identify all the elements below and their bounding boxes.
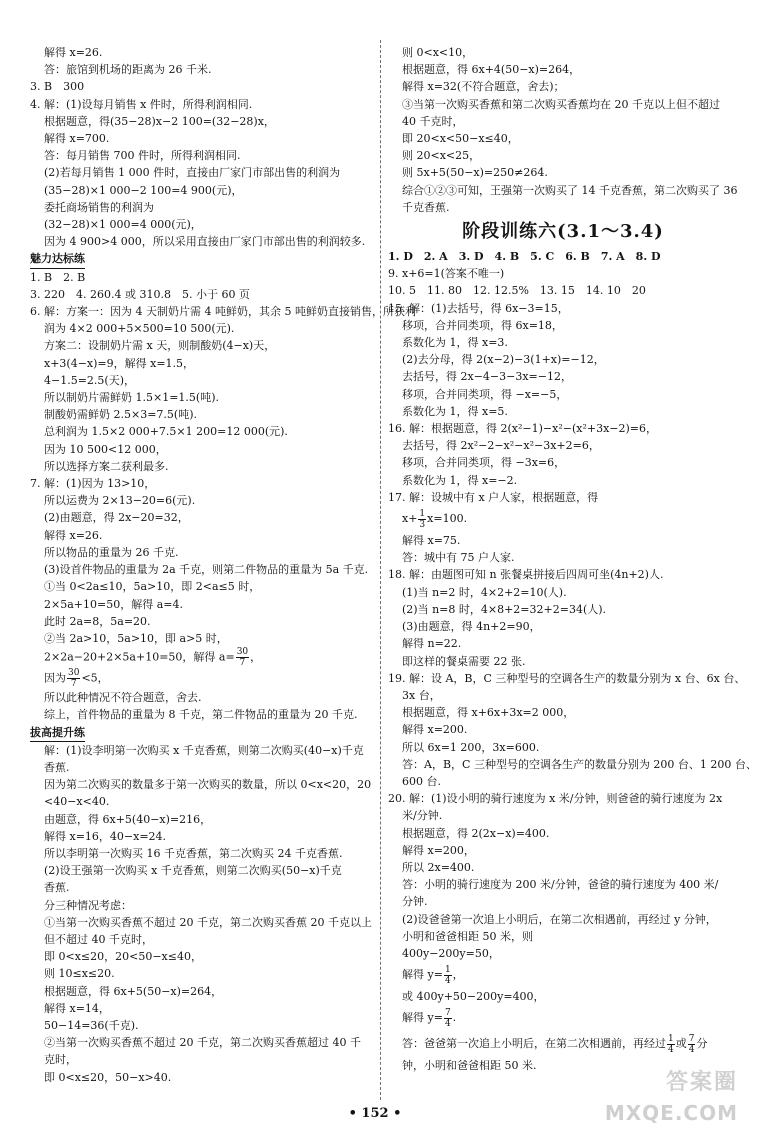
line-text: x+ (402, 512, 418, 526)
text-line: 根据题意，得 6x+4(50−x)=264， (402, 63, 581, 77)
text-line: ①当第一次购买香蕉不超过 20 千克，第二次购买香蕉 20 千克以上 (44, 915, 372, 929)
text-line: 7. 解：(1)因为 13>10， (30, 477, 156, 491)
line-suffix: 分 (696, 1037, 708, 1051)
line-suffix: 或 (675, 1037, 687, 1051)
fraction (236, 647, 249, 668)
text-line: 400y−200y=50， (402, 946, 500, 960)
text-line: 因为 10 500<12 000， (44, 442, 167, 456)
text-line: 所以 2x=400. (402, 860, 475, 874)
text-line: 解得 x=200， (402, 843, 475, 857)
fraction (444, 965, 452, 986)
text-line: 方案二：设制奶片需 x 天，则制酸奶(4−x)天， (44, 339, 276, 353)
text-line: 所以李明第一次购买 16 千克香蕉，第二次购买 24 千克香蕉. (44, 846, 343, 860)
text-line: 15. 解：(1)去括号，得 6x−3=15， (388, 301, 569, 315)
watermark-logo (602, 1065, 742, 1125)
text-line: 钟，小明和爸爸相距 50 米. (402, 1059, 537, 1073)
line-text: 解得 y= (402, 1011, 443, 1025)
text-line: 3. B 300 (30, 80, 85, 94)
fraction (667, 1034, 675, 1055)
text-line: 16. 解：根据题意，得 2(x²−1)−x²−(x²+3x−2)=6， (388, 422, 657, 436)
text-line: 润为 4×2 000+5×500=10 500(元). (44, 322, 235, 336)
fraction-denominator: 7 (239, 658, 246, 669)
text-line: 40 千克时， (402, 114, 464, 128)
text-line: 系数化为 1，得 x=5. (402, 404, 508, 418)
line-suffix: <5， (81, 671, 109, 685)
text-line: 所以制奶片需鲜奶 1.5×1=1.5(吨). (44, 391, 219, 405)
text-line: 解得 x=26. (44, 46, 103, 59)
text-line: 但不超过 40 千克时， (44, 932, 153, 946)
text-line: 移项，合并同类项，得 6x=18， (402, 318, 563, 332)
text-line: 解得 x=700. (44, 132, 110, 146)
column-divider (380, 40, 381, 1100)
text-line: 1. B 2. B (30, 270, 86, 284)
text-line: 根据题意，得 2(2x−x)=400. (402, 826, 550, 840)
text-line: 即 0<x≤20，20<50−x≤40， (44, 950, 202, 964)
right-column (388, 44, 757, 1075)
text-line: 解得 x=26. (44, 528, 103, 542)
text-line: 因为第二次购买的数量多于第一次购买的数量，所以 0<x<20，20 (44, 778, 372, 792)
line-text: 因为 (44, 671, 66, 685)
text-line: 答：小明的骑行速度为 200 米/分钟，爸爸的骑行速度为 400 米/ (402, 878, 719, 892)
text-line: 18. 解：由题图可知 n 张餐桌拼接后四周可坐(4n+2)人. (388, 568, 664, 582)
text-line: 所以运费为 2×13−20=6(元). (44, 494, 196, 508)
text-line: 根据题意，得 x+6x+3x=2 000， (402, 706, 575, 720)
text-line: 则 10≤x≤20. (44, 967, 115, 981)
line-suffix: ， (452, 968, 464, 982)
text-line: 所以选择方案二获利最多. (44, 459, 169, 473)
text-line: 系数化为 1，得 x=3. (402, 336, 508, 350)
text-line: 4. 解：(1)设每月销售 x 件时，所得利润相同. (30, 97, 253, 111)
text-line: ③当第一次购买香蕉和第二次购买香蕉均在 20 千克以上但不超过 (402, 97, 720, 111)
text-line: 所以物品的重量为 26 千克. (44, 545, 179, 559)
fraction-numerator: 1 (419, 508, 426, 519)
text-line: 香蕉. (44, 760, 70, 774)
text-line: 解得 x=32(不符合题意，舍去)； (402, 80, 565, 94)
text-line: (1)当 n=2 时，4×2+2=10(人). (402, 585, 567, 599)
text-line: 香蕉. (44, 881, 70, 895)
fraction (418, 509, 426, 530)
text-line: (2)设爸爸第一次追上小明后，在第二次相遇前，再经过 y 分钟， (402, 912, 717, 926)
text-line: 即这样的餐桌需要 22 张. (402, 654, 526, 668)
fraction (688, 1034, 696, 1055)
fraction (444, 1008, 452, 1029)
text-line (388, 1005, 738, 1031)
fraction-numerator: 7 (444, 1007, 451, 1018)
line-suffix: . (452, 1011, 457, 1025)
fraction-denominator: 3 (419, 519, 426, 530)
text-line (388, 962, 738, 988)
text-line: 1. D 2. A 3. D 4. B 5. C 6. B 7. A 8. D (388, 250, 661, 264)
text-line: 答：旅馆到机场的距离为 26 千米. (44, 63, 212, 77)
text-line: 米/分钟. (402, 809, 443, 823)
text-line: 解得 x=16，40−x=24. (44, 829, 167, 843)
text-line (30, 668, 373, 689)
text-line: 系数化为 1，得 x=−2. (402, 473, 518, 487)
text-line: 解得 n=22. (402, 637, 462, 651)
text-line: 因为 4 900>4 000，所以采用直接由厂家门市部出售的利润较多. (44, 235, 366, 249)
text-line: x+3(4−x)=9，解得 x=1.5， (44, 356, 195, 370)
section-heading (30, 250, 373, 268)
text-line: 根据题意，得(35−28)x−2 100=(32−28)x， (44, 114, 275, 128)
text-line: 综合①②③可知，王强第一次购买了 14 千克香蕉，第二次购买了 36 (402, 183, 738, 197)
text-line: (2)设王强第一次购买 x 千克香蕉，则第二次购买(50−x)千克 (44, 864, 342, 878)
fraction-numerator: 7 (688, 1033, 695, 1044)
text-line: 答：每月销售 700 件时，所得利润相同. (44, 149, 241, 163)
text-line (388, 506, 738, 532)
text-line: 即 0<x≤20，50−x>40. (44, 1070, 172, 1084)
fraction-numerator: 1 (444, 964, 451, 975)
text-line: 去括号，得 2x²−2−x²−x²−3x+2=6， (402, 439, 600, 453)
text-line (388, 1031, 738, 1057)
fraction-numerator: 1 (668, 1033, 674, 1044)
section-heading-text: 拔高提升练 (30, 724, 85, 742)
text-line: <40−x<40. (44, 795, 110, 809)
text-line: ②当 2a>10，5a>10，即 a>5 时， (44, 631, 228, 645)
text-line: (3)设首件物品的重量为 2a 千克，则第二件物品的重量为 5a 千克. (44, 563, 369, 577)
text-line: 2×5a+10=50，解得 a=4. (44, 597, 183, 611)
text-line: 分三种情况考虑： (44, 898, 132, 912)
text-line: (2)若每月销售 1 000 件时，直接由厂家门市部出售的利润为 (44, 166, 341, 180)
text-line: 则 5x+5(50−x)=250≠264. (402, 166, 548, 180)
text-line: 或 400y+50−200y=400， (402, 990, 545, 1004)
watermark-top-text: 答案圈 (665, 1070, 738, 1095)
text-line: 50−14=36(千克). (44, 1018, 139, 1032)
text-line: 20. 解：(1)设小明的骑行速度为 x 米/分钟，则爸爸的骑行速度为 2x (388, 792, 723, 806)
text-line: 千克香蕉. (402, 200, 450, 214)
fraction-denominator: 4 (668, 1044, 674, 1055)
line-text: 2×2a−20+2×5a+10=50，解得 a= (44, 650, 235, 664)
text-line: 小明和爸爸相距 50 米，则 (402, 929, 533, 943)
fraction-denominator: 4 (688, 1044, 695, 1055)
fraction-numerator: 30 (68, 668, 80, 679)
text-line: (2)由题意，得 2x−20=32， (44, 511, 189, 525)
text-line: 10. 5 11. 80 12. 12.5% 13. 15 14. 10 20 (388, 284, 646, 298)
text-line: 克时， (44, 1053, 77, 1067)
text-line: 9. x+6=1(答案不唯一) (388, 267, 505, 281)
text-line: 600 台. (402, 774, 441, 788)
text-line: (32−28)×1 000=4 000(元)， (44, 218, 202, 232)
text-line: 4−1.5=2.5(天)， (44, 373, 136, 387)
text-line: 17. 解：设城中有 x 户人家，根据题意，得 (388, 490, 599, 504)
text-line: 3x 台， (402, 688, 441, 702)
chapter-heading: 阶段训练六(3.1～3.4) (462, 221, 664, 243)
text-line: 答：城中有 75 户人家. (402, 551, 515, 565)
text-line: (2)去分母，得 2(x−2)−3(1+x)=−12， (402, 353, 605, 367)
fraction-numerator: 30 (236, 647, 249, 658)
text-line: 去括号，得 2x−4−3−3x=−12， (402, 370, 572, 384)
text-line: 由题意，得 6x+5(40−x)=216， (44, 812, 212, 826)
text-line: 则 0<x<10， (402, 46, 474, 59)
text-line (30, 647, 373, 668)
text-line: ①当 0<2a≤10，5a>10，即 2<a≤5 时， (44, 580, 261, 594)
text-line: 解得 x=14， (44, 1001, 110, 1015)
line-suffix: ， (250, 650, 262, 664)
section-heading (30, 724, 373, 742)
text-line: 移项，合并同类项，得 −x=−5， (402, 387, 568, 401)
text-line: (35−28)×1 000−2 100=4 900(元)， (44, 183, 243, 197)
text-line: 移项，合并同类项，得 −3x=6， (402, 456, 566, 470)
text-line: ②当第一次购买香蕉不超过 20 千克，第二次购买香蕉超过 40 千 (44, 1036, 361, 1050)
text-line: 19. 解：设 A，B，C 三种型号的空调各生产的数量分别为 x 台、6x 台、 (388, 671, 746, 685)
text-line: 委托商场销售的利润为 (44, 200, 154, 214)
text-line: 制酸奶需鲜奶 2.5×3=7.5(吨). (44, 408, 197, 422)
fraction (67, 668, 80, 689)
text-line: 综上，首件物品的重量为 8 千克，第二件物品的重量为 20 千克. (44, 708, 358, 722)
text-line: 则 20<x<25， (402, 149, 481, 163)
text-line: 所以此种情况不符合题意，舍去. (44, 691, 202, 705)
text-line: 总利润为 1.5×2 000+7.5×1 200=12 000(元). (44, 425, 288, 439)
fraction-denominator: 4 (444, 1018, 451, 1029)
line-text: 答：爸爸第一次追上小明后，在第二次相遇前，再经过 (402, 1037, 666, 1051)
fraction-denominator: 4 (444, 975, 451, 986)
text-line: 解得 x=75. (402, 534, 461, 548)
text-line: 答：A，B，C 三种型号的空调各生产的数量分别为 200 台、1 200 台、 (402, 757, 757, 771)
text-line: 解：(1)设李明第一次购买 x 千克香蕉，则第二次购买(40−x)千克 (44, 743, 364, 757)
text-line: (3)由题意，得 4n+2=90， (402, 620, 541, 634)
text-line: 解得 x=200. (402, 723, 468, 737)
text-line: (2)当 n=8 时，4×8+2=32+2=34(人). (402, 602, 607, 616)
text-line: 3. 220 4. 260.4 或 310.8 5. 小于 60 页 (30, 287, 250, 301)
line-suffix: x=100. (427, 512, 468, 526)
section-heading-text: 魅力达标练 (30, 250, 85, 268)
text-line: 所以 6x=1 200，3x=600. (402, 740, 540, 754)
text-line: 即 20<x<50−x≤40， (402, 132, 519, 146)
line-text: 解得 y= (402, 968, 443, 982)
watermark-bottom-text: MXQE.COM (604, 1101, 738, 1125)
text-line: 根据题意，得 6x+5(50−x)=264， (44, 984, 223, 998)
page-number: • 152 • (348, 1106, 402, 1121)
fraction-denominator: 7 (70, 679, 77, 690)
text-line: 此时 2a=8，5a=20. (44, 614, 151, 628)
text-line: 分钟. (402, 895, 428, 909)
text-line: 6. 解：方案一：因为 4 天制奶片需 4 吨鲜奶，其余 5 吨鲜奶直接销售，所获利 (30, 305, 416, 319)
